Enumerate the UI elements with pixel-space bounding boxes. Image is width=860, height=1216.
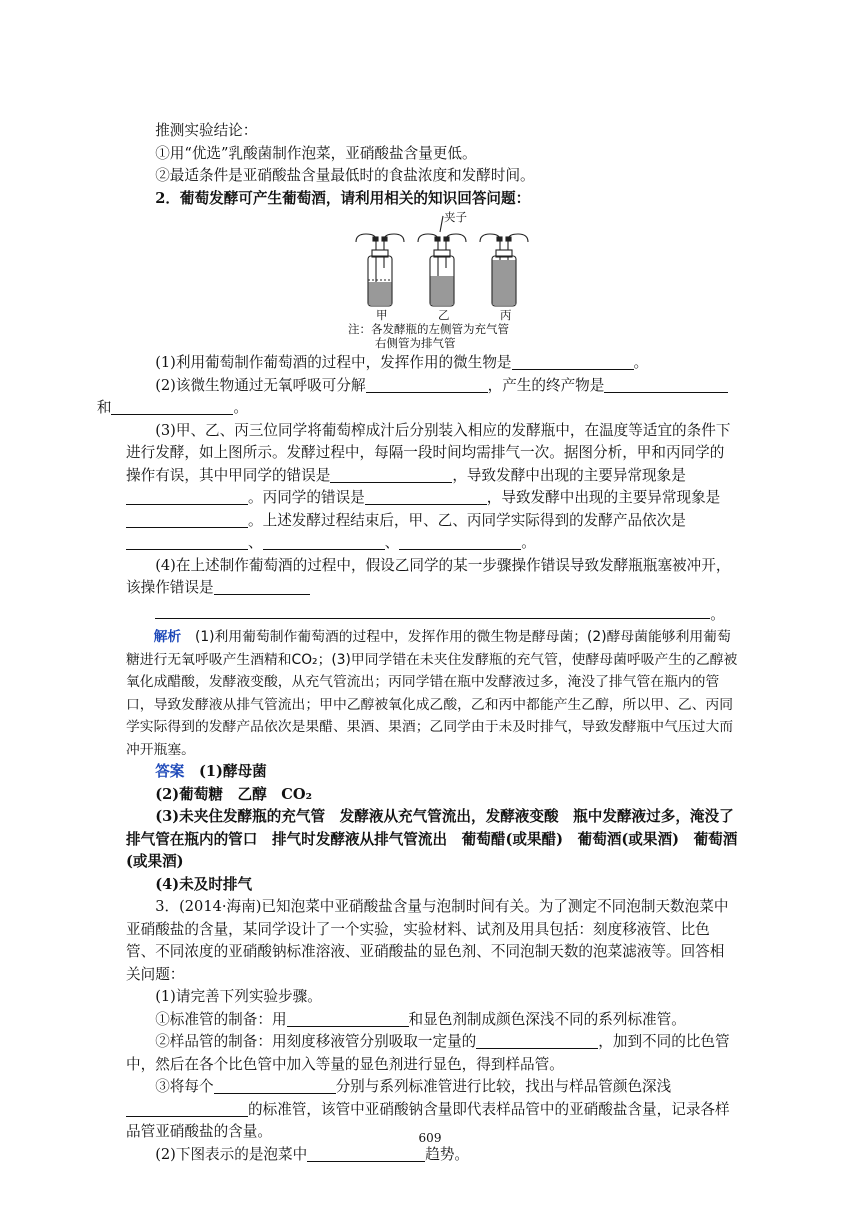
answer-label: 答案 (155, 763, 185, 780)
bottle-jia (356, 234, 404, 306)
q3-part1: (1)请完善下列实验步骤。 (155, 988, 322, 1005)
answer-blank[interactable] (366, 376, 488, 393)
clamp-label: 夹子 (444, 210, 467, 224)
answer-blank[interactable] (263, 533, 385, 550)
conclusion-heading: 推测实验结论： (155, 122, 258, 139)
answer-block: 答案 (1)酵母菌 (155, 763, 267, 780)
answer-blank[interactable] (365, 488, 487, 505)
answer-blank[interactable] (126, 1100, 248, 1117)
figure-note-1: 注：各发酵瓶的左侧管为充气管 (348, 322, 509, 336)
answer-blank[interactable] (214, 1077, 336, 1094)
answer-blank[interactable] (476, 1032, 598, 1049)
bottles-diagram (348, 210, 538, 320)
answer-blank[interactable] (604, 376, 728, 393)
answer-blank[interactable] (287, 1010, 409, 1027)
conclusion-2: ②最适条件是亚硝酸盐含量最低时的食盐浓度和发酵时间。 (155, 167, 535, 184)
page-content (96, 120, 738, 1166)
conclusion-1: ①用“优选”乳酸菌制作泡菜，亚硝酸盐含量更低。 (155, 144, 477, 162)
bottle-label-jia: 甲 (376, 308, 388, 322)
q3-step1: ①标准管的制备：用 和显色剂制成颜色深浅不同的系列标准管。 (155, 1010, 686, 1028)
bottle-yi (418, 216, 466, 306)
answer-4: (4)未及时排气 (155, 875, 253, 893)
answer-3: (3)未夹住发酵瓶的充气管 发酵液从充气管流出，发酵液变酸 瓶中发酵液过多，淹没了排气管在瓶内的管口 排气时发酵液从排气管流出 葡萄醋(或果醋) 葡萄酒(或果酒) 葡萄酒(或果酒) (126, 808, 738, 870)
q2-part4: (4)在上述制作葡萄酒的过程中，假设乙同学的某一步骤操作错误导致发酵瓶瓶塞被冲开，该操作错误是 (126, 556, 731, 596)
q3-step3: ③将每个 分别与系列标准管进行比较，找出与样品管颜色深浅的标准管，该管中亚硝酸钠含量即代表样品管中的亚硝酸盐含量，记录各样品管亚硝酸盐的含量。 (126, 1078, 730, 1140)
figure-note-2: 右侧管为排气管 (375, 336, 456, 350)
question-3-stem: 3．(2014·海南)已知泡菜中亚硝酸盐含量与泡制时间有关。为了测定不同泡制天数泡菜中亚硝酸盐的含量，某同学设计了一个实验，实验材料、试剂及用具包括：刻度移液管、比色管、不同浓度的亚硝酸钠标准溶液、亚硝酸盐的显色剂、不同泡制天数的泡菜滤液等。回答相关问题： (126, 898, 729, 983)
analysis-block (126, 626, 738, 761)
answer-blank[interactable] (126, 488, 248, 505)
answer-blank[interactable] (155, 600, 710, 619)
q3-step2: ②样品管的制备：用刻度移液管分别吸取一定量的 ，加到不同的比色管中，然后在各个比色管中加入等量的显色剂进行显色，得到样品管。 (126, 1033, 730, 1073)
answer-blank[interactable] (126, 533, 248, 550)
answer-blank[interactable] (307, 1145, 425, 1162)
bottle-label-yi: 乙 (438, 308, 450, 322)
analysis-label: 解析 (153, 629, 182, 645)
answer-2: (2)葡萄糖 乙醇 CO₂ (155, 785, 313, 803)
analysis-text: (1)利用葡萄制作葡萄酒的过程中，发挥作用的微生物是酵母菌；(2)酵母菌能够利用葡萄糖进行无氧呼吸产生酒精和CO₂；(3)甲同学错在未夹住发酵瓶的充气管，使酵母菌呼吸产生的乙醇被氧化成醋酸，发酵液变酸，从充气管流出；丙同学错在瓶中发酵液过多，淹没了排气管在瓶内的管口，导致发酵液从排气管流出；甲中乙醇被氧化成乙酸，乙和丙中都能产生乙醇，所以甲、乙、丙同学实际得到的发酵产品依次是果醋、果酒、果酒；乙同学由于未及时排气，导致发酵瓶中气压过大而冲开瓶塞。 (126, 629, 738, 758)
answer-blank[interactable] (399, 533, 521, 550)
answer-blank[interactable] (214, 578, 310, 595)
q2-part3: (3)甲、乙、丙三位同学将葡萄榨成汁后分别装入相应的发酵瓶中，在温度等适宜的条件下进行发酵，如上图所示。发酵过程中，每隔一段时间均需排气一次。据图分析，甲和丙同学的操作有误，其中甲同学的错误是 ，导致发酵中出现的主要异常现象是。丙同学的错误是 ，导致发酵中出现的主要异常现象是。上述发酵过程结束后，甲、乙、丙同学实际得到的发酵产品依次是、 、 。 (126, 421, 731, 551)
q2-part4-line: 。 (126, 600, 738, 627)
answer-blank[interactable] (126, 511, 248, 528)
answer-blank[interactable] (330, 466, 452, 483)
bottle-bing (480, 234, 528, 306)
answer-blank[interactable] (111, 398, 233, 415)
page-number: 609 (418, 1131, 442, 1145)
q2-part1: (1)利用葡萄制作葡萄酒的过程中，发挥作用的微生物是 。 (155, 354, 649, 371)
question-2-stem: 2．葡萄发酵可产生葡萄酒，请利用相关的知识回答问题： (155, 189, 531, 207)
fermentation-bottles-figure (126, 210, 738, 352)
q2-part2: (2)该微生物通过无氧呼吸可分解 ，产生的终产物是 和 。 (126, 375, 738, 420)
bottle-label-bing: 丙 (500, 308, 512, 322)
q3-part2: (2)下图表示的是泡菜中 趋势。 (155, 1145, 470, 1163)
answer-blank[interactable] (512, 353, 634, 370)
